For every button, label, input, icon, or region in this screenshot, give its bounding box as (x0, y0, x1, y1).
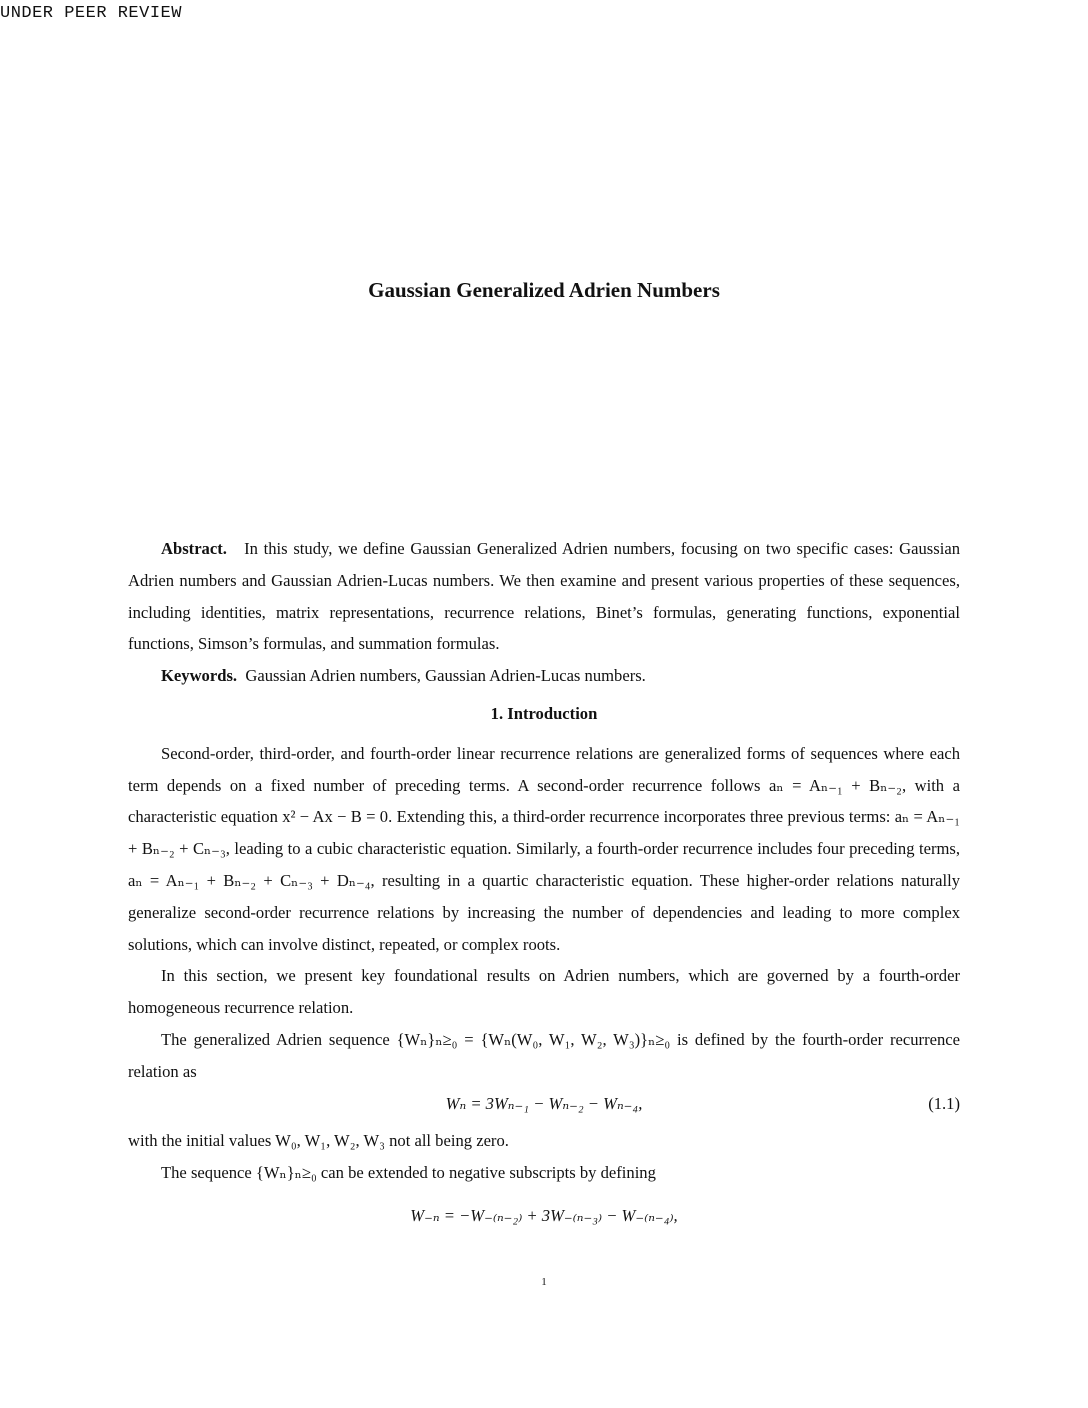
paper-body (128, 533, 960, 1229)
peer-review-banner: UNDER PEER REVIEW (0, 4, 182, 23)
equation-1-1 (128, 1088, 960, 1120)
keywords (128, 660, 960, 692)
intro-paragraph-5: The sequence {Wₙ}ₙ≥₀ can be extended to negative subscripts by defining (161, 1163, 656, 1183)
keywords-label: Keywords. (161, 666, 238, 686)
intro-paragraph-2: In this section, we present key foundational results on Adrien numbers, which are governed by a fourth-order homogeneous recurrence relation. (128, 966, 960, 1018)
equation-1-1-body: Wₙ = 3Wₙ₋₁ − Wₙ₋₂ − Wₙ₋₄, (445, 1093, 643, 1113)
abstract (128, 533, 960, 660)
intro-paragraph-1: Second-order, third-order, and fourth-order linear recurrence relations are generalized forms of sequences where each term depends on a fixed number of preceding terms. A second-order recurrence follows aₙ = Aₙ₋₁ + Bₙ₋₂, with a characteristic equation x² − Ax − B = 0. Extending this, a third-order recurrence incorporates three previous terms: aₙ = Aₙ₋₁ + Bₙ₋₂ + Cₙ₋₃, leading to a cubic characteristic equation. Similarly, a fourth-order recurrence includes four preceding terms, aₙ = Aₙ₋₁ + Bₙ₋₂ + Cₙ₋₃ + Dₙ₋₄, resulting in a quartic characteristic equation. These higher-order relations naturally generalize second-order recurrence relations by increasing the number of dependencies and leading to more complex solutions, which can involve distinct, repeated, or complex roots. (128, 743, 960, 954)
equation-negative-subscripts: W₋ₙ = −W₋₍ₙ₋₂₎ + 3W₋₍ₙ₋₃₎ − W₋₍ₙ₋₄₎, (410, 1205, 678, 1225)
keywords-text: Gaussian Adrien numbers, Gaussian Adrien-Lucas numbers. (245, 666, 646, 686)
intro-paragraph-3: The generalized Adrien sequence {Wₙ}ₙ≥₀ = {Wₙ(W₀, W₁, W₂, W₃)}ₙ≥₀ is defined by the fourth-order recurrence relation as (128, 1029, 960, 1081)
section-heading-introduction: 1. Introduction (490, 703, 598, 723)
page-number: 1 (541, 1276, 547, 1288)
abstract-text: In this study, we define Gaussian Generalized Adrien numbers, focusing on two specific cases: Gaussian Adrien numbers and Gaussian Adrien-Lucas numbers. We then examine and present various properties of these sequences, including identities, matrix representations, recurrence relations, Binet’s formulas, generating functions, exponential functions, Simson’s formulas, and summation formulas. (128, 539, 960, 654)
intro-paragraph-4: with the initial values W₀, W₁, W₂, W₃ not all being zero. (128, 1131, 509, 1151)
equation-number: (1.1) (928, 1093, 960, 1113)
paper-title: Gaussian Generalized Adrien Numbers (368, 278, 720, 302)
abstract-label: Abstract. (161, 539, 227, 558)
